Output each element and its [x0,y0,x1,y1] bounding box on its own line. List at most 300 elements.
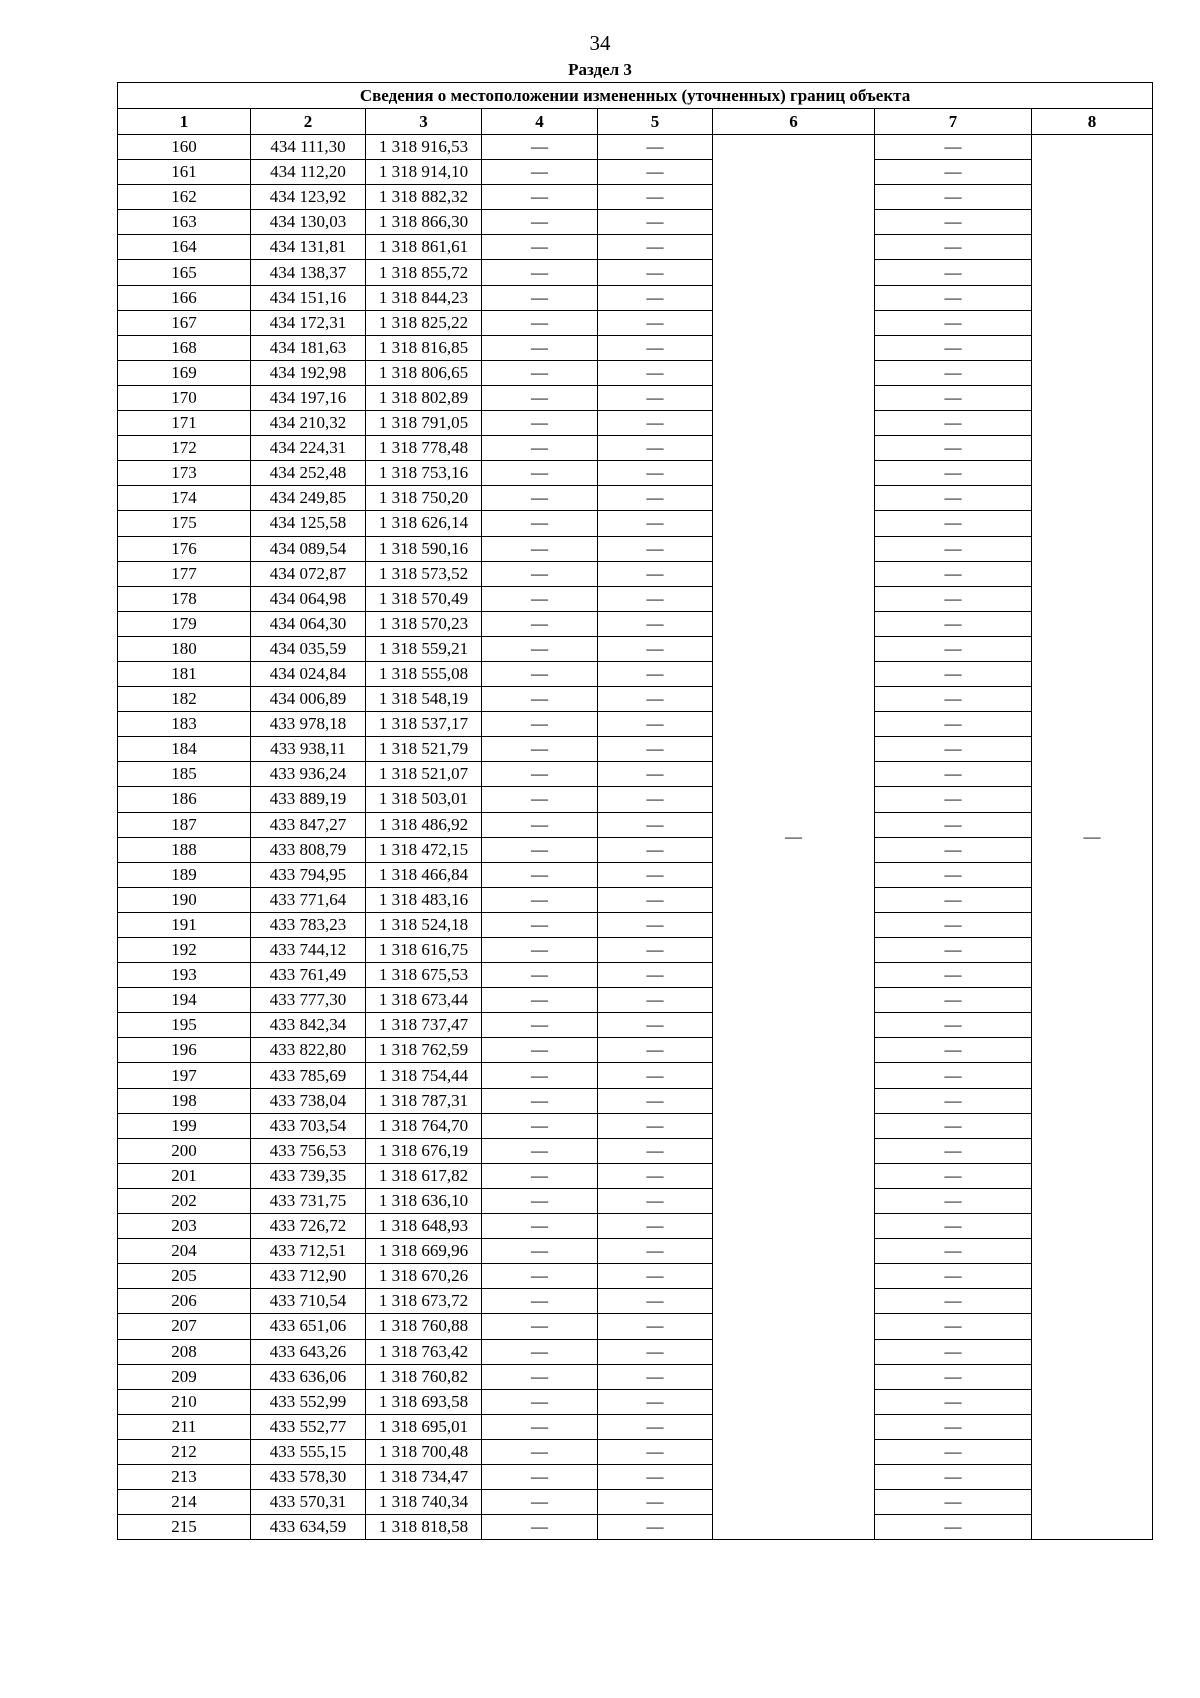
column-5-cell: — [598,1038,713,1063]
x-coordinate-cell: 433 783,23 [251,912,366,937]
point-number-cell: 212 [118,1439,251,1464]
column-7-cell: — [875,1214,1032,1239]
point-number-cell: 207 [118,1314,251,1339]
point-number-cell: 198 [118,1088,251,1113]
column-4-cell: — [482,1163,598,1188]
y-coordinate-cell: 1 318 483,16 [366,887,482,912]
table-row [118,712,1153,737]
point-number-cell: 191 [118,912,251,937]
y-coordinate-cell: 1 318 573,52 [366,561,482,586]
column-7-cell: — [875,586,1032,611]
table-row [118,837,1153,862]
column-4-cell: — [482,687,598,712]
y-coordinate-cell: 1 318 734,47 [366,1464,482,1489]
column-5-cell: — [598,1389,713,1414]
column-7-cell: — [875,411,1032,436]
y-coordinate-cell: 1 318 555,08 [366,661,482,686]
column-header: 2 [251,109,366,135]
column-4-cell: — [482,461,598,486]
column-4-cell: — [482,636,598,661]
point-number-cell: 164 [118,235,251,260]
y-coordinate-cell: 1 318 486,92 [366,812,482,837]
table-row [118,436,1153,461]
column-7-cell: — [875,1088,1032,1113]
y-coordinate-cell: 1 318 762,59 [366,1038,482,1063]
point-number-cell: 209 [118,1364,251,1389]
x-coordinate-cell: 434 112,20 [251,160,366,185]
table-row [118,1389,1153,1414]
y-coordinate-cell: 1 318 675,53 [366,963,482,988]
x-coordinate-cell: 433 636,06 [251,1364,366,1389]
x-coordinate-cell: 434 123,92 [251,185,366,210]
table-row [118,787,1153,812]
table-row [118,812,1153,837]
column-5-cell: — [598,812,713,837]
x-coordinate-cell: 433 712,90 [251,1264,366,1289]
column-7-cell: — [875,963,1032,988]
point-number-cell: 160 [118,135,251,160]
column-4-cell: — [482,963,598,988]
column-4-cell: — [482,310,598,335]
y-coordinate-cell: 1 318 676,19 [366,1138,482,1163]
x-coordinate-cell: 434 111,30 [251,135,366,160]
column-5-cell: — [598,837,713,862]
x-coordinate-cell: 433 808,79 [251,837,366,862]
column-4-cell: — [482,1515,598,1540]
column-5-cell: — [598,1289,713,1314]
column-4-cell: — [482,862,598,887]
point-number-cell: 189 [118,862,251,887]
column-4-cell: — [482,185,598,210]
x-coordinate-cell: 433 703,54 [251,1113,366,1138]
point-number-cell: 184 [118,737,251,762]
x-coordinate-cell: 433 771,64 [251,887,366,912]
column-4-cell: — [482,1464,598,1489]
column-7-cell: — [875,1339,1032,1364]
table-row [118,737,1153,762]
column-4-cell: — [482,812,598,837]
table-row [118,687,1153,712]
point-number-cell: 192 [118,938,251,963]
y-coordinate-cell: 1 318 669,96 [366,1239,482,1264]
column-7-cell: — [875,1490,1032,1515]
column-7-cell: — [875,285,1032,310]
column-5-cell: — [598,1339,713,1364]
column-7-cell: — [875,1138,1032,1163]
column-7-cell: — [875,536,1032,561]
column-5-cell: — [598,461,713,486]
x-coordinate-cell: 434 252,48 [251,461,366,486]
column-5-cell: — [598,335,713,360]
y-coordinate-cell: 1 318 764,70 [366,1113,482,1138]
column-4-cell: — [482,511,598,536]
column-4-cell: — [482,160,598,185]
column-4-cell: — [482,887,598,912]
point-number-cell: 161 [118,160,251,185]
x-coordinate-cell: 433 744,12 [251,938,366,963]
x-coordinate-cell: 433 761,49 [251,963,366,988]
x-coordinate-cell: 433 777,30 [251,988,366,1013]
table-row [118,661,1153,686]
point-number-cell: 183 [118,712,251,737]
column-4-cell: — [482,1414,598,1439]
table-row [118,762,1153,787]
y-coordinate-cell: 1 318 760,88 [366,1314,482,1339]
column-5-cell: — [598,1063,713,1088]
y-coordinate-cell: 1 318 787,31 [366,1088,482,1113]
point-number-cell: 187 [118,812,251,837]
point-number-cell: 193 [118,963,251,988]
y-coordinate-cell: 1 318 570,49 [366,586,482,611]
y-coordinate-cell: 1 318 700,48 [366,1439,482,1464]
x-coordinate-cell: 433 555,15 [251,1439,366,1464]
column-7-cell: — [875,1188,1032,1213]
column-5-cell: — [598,687,713,712]
x-coordinate-cell: 434 035,59 [251,636,366,661]
point-number-cell: 176 [118,536,251,561]
point-number-cell: 167 [118,310,251,335]
column-6-merged-cell: — [713,135,875,1540]
column-4-cell: — [482,1063,598,1088]
table-row [118,561,1153,586]
column-4-cell: — [482,1439,598,1464]
column-5-cell: — [598,1264,713,1289]
y-coordinate-cell: 1 318 882,32 [366,185,482,210]
column-5-cell: — [598,486,713,511]
x-coordinate-cell: 433 710,54 [251,1289,366,1314]
table-row [118,210,1153,235]
y-coordinate-cell: 1 318 750,20 [366,486,482,511]
table-row [118,411,1153,436]
x-coordinate-cell: 433 978,18 [251,712,366,737]
point-number-cell: 205 [118,1264,251,1289]
column-7-cell: — [875,636,1032,661]
column-7-cell: — [875,335,1032,360]
column-5-cell: — [598,436,713,461]
point-number-cell: 172 [118,436,251,461]
column-5-cell: — [598,1515,713,1540]
point-number-cell: 181 [118,661,251,686]
table-row [118,310,1153,335]
column-4-cell: — [482,260,598,285]
point-number-cell: 200 [118,1138,251,1163]
column-5-cell: — [598,862,713,887]
column-7-cell: — [875,461,1032,486]
column-4-cell: — [482,1364,598,1389]
column-7-cell: — [875,1439,1032,1464]
x-coordinate-cell: 434 181,63 [251,335,366,360]
column-7-cell: — [875,360,1032,385]
column-7-cell: — [875,1013,1032,1038]
y-coordinate-cell: 1 318 548,19 [366,687,482,712]
table-row [118,461,1153,486]
x-coordinate-cell: 434 130,03 [251,210,366,235]
column-7-cell: — [875,661,1032,686]
column-4-cell: — [482,661,598,686]
column-7-cell: — [875,1239,1032,1264]
point-number-cell: 199 [118,1113,251,1138]
column-5-cell: — [598,160,713,185]
column-7-cell: — [875,436,1032,461]
x-coordinate-cell: 434 131,81 [251,235,366,260]
column-4-cell: — [482,1088,598,1113]
x-coordinate-cell: 433 578,30 [251,1464,366,1489]
column-5-cell: — [598,310,713,335]
column-4-cell: — [482,210,598,235]
point-number-cell: 210 [118,1389,251,1414]
column-5-cell: — [598,536,713,561]
y-coordinate-cell: 1 318 778,48 [366,436,482,461]
table-row [118,335,1153,360]
point-number-cell: 215 [118,1515,251,1540]
x-coordinate-cell: 433 738,04 [251,1088,366,1113]
x-coordinate-cell: 434 192,98 [251,360,366,385]
table-row [118,1464,1153,1489]
column-4-cell: — [482,285,598,310]
x-coordinate-cell: 434 072,87 [251,561,366,586]
x-coordinate-cell: 433 634,59 [251,1515,366,1540]
column-4-cell: — [482,385,598,410]
table-row [118,586,1153,611]
column-7-cell: — [875,988,1032,1013]
column-5-cell: — [598,561,713,586]
table-row [118,385,1153,410]
column-7-cell: — [875,837,1032,862]
column-5-cell: — [598,1464,713,1489]
column-header: 8 [1032,109,1153,135]
column-5-cell: — [598,712,713,737]
table-row [118,1013,1153,1038]
column-8-merged-cell: — [1032,135,1153,1540]
column-5-cell: — [598,1439,713,1464]
column-7-cell: — [875,1113,1032,1138]
column-7-cell: — [875,912,1032,937]
column-4-cell: — [482,586,598,611]
column-4-cell: — [482,1339,598,1364]
column-4-cell: — [482,1389,598,1414]
y-coordinate-cell: 1 318 802,89 [366,385,482,410]
table-row [118,1113,1153,1138]
point-number-cell: 186 [118,787,251,812]
column-5-cell: — [598,611,713,636]
point-number-cell: 194 [118,988,251,1013]
column-7-cell: — [875,1038,1032,1063]
column-7-cell: — [875,1063,1032,1088]
point-number-cell: 188 [118,837,251,862]
column-7-cell: — [875,561,1032,586]
y-coordinate-cell: 1 318 472,15 [366,837,482,862]
column-4-cell: — [482,1138,598,1163]
x-coordinate-cell: 434 064,98 [251,586,366,611]
y-coordinate-cell: 1 318 855,72 [366,260,482,285]
column-5-cell: — [598,1013,713,1038]
column-7-cell: — [875,687,1032,712]
column-5-cell: — [598,1414,713,1439]
table-row [118,1138,1153,1163]
table-row [118,1063,1153,1088]
point-number-cell: 169 [118,360,251,385]
column-4-cell: — [482,1289,598,1314]
point-number-cell: 180 [118,636,251,661]
y-coordinate-cell: 1 318 616,75 [366,938,482,963]
point-number-cell: 166 [118,285,251,310]
column-5-cell: — [598,737,713,762]
point-number-cell: 179 [118,611,251,636]
x-coordinate-cell: 434 172,31 [251,310,366,335]
y-coordinate-cell: 1 318 503,01 [366,787,482,812]
y-coordinate-cell: 1 318 791,05 [366,411,482,436]
column-4-cell: — [482,536,598,561]
column-5-cell: — [598,1113,713,1138]
x-coordinate-cell: 434 249,85 [251,486,366,511]
point-number-cell: 208 [118,1339,251,1364]
table-row [118,135,1153,160]
column-4-cell: — [482,335,598,360]
table-row [118,862,1153,887]
column-4-cell: — [482,1038,598,1063]
y-coordinate-cell: 1 318 648,93 [366,1214,482,1239]
column-5-cell: — [598,185,713,210]
column-5-cell: — [598,636,713,661]
column-5-cell: — [598,1138,713,1163]
y-coordinate-cell: 1 318 916,53 [366,135,482,160]
point-number-cell: 171 [118,411,251,436]
x-coordinate-cell: 434 006,89 [251,687,366,712]
y-coordinate-cell: 1 318 559,21 [366,636,482,661]
point-number-cell: 201 [118,1163,251,1188]
table-row [118,1289,1153,1314]
x-coordinate-cell: 434 125,58 [251,511,366,536]
column-4-cell: — [482,360,598,385]
column-7-cell: — [875,1364,1032,1389]
point-number-cell: 170 [118,385,251,410]
point-number-cell: 168 [118,335,251,360]
column-5-cell: — [598,963,713,988]
table-row [118,963,1153,988]
x-coordinate-cell: 434 024,84 [251,661,366,686]
x-coordinate-cell: 433 739,35 [251,1163,366,1188]
point-number-cell: 214 [118,1490,251,1515]
x-coordinate-cell: 433 936,24 [251,762,366,787]
column-4-cell: — [482,1188,598,1213]
section-title: Раздел 3 [568,60,632,79]
x-coordinate-cell: 433 794,95 [251,862,366,887]
x-coordinate-cell: 433 847,27 [251,812,366,837]
y-coordinate-cell: 1 318 626,14 [366,511,482,536]
y-coordinate-cell: 1 318 673,72 [366,1289,482,1314]
y-coordinate-cell: 1 318 670,26 [366,1264,482,1289]
x-coordinate-cell: 433 552,77 [251,1414,366,1439]
column-4-cell: — [482,135,598,160]
table-row [118,486,1153,511]
column-4-cell: — [482,762,598,787]
x-coordinate-cell: 433 756,53 [251,1138,366,1163]
table-row [118,938,1153,963]
column-7-cell: — [875,160,1032,185]
y-coordinate-cell: 1 318 521,07 [366,762,482,787]
column-7-cell: — [875,1314,1032,1339]
column-5-cell: — [598,385,713,410]
y-coordinate-cell: 1 318 695,01 [366,1414,482,1439]
column-7-cell: — [875,260,1032,285]
x-coordinate-cell: 433 842,34 [251,1013,366,1038]
y-coordinate-cell: 1 318 844,23 [366,285,482,310]
column-5-cell: — [598,787,713,812]
column-4-cell: — [482,411,598,436]
table-row [118,1163,1153,1188]
point-number-cell: 203 [118,1214,251,1239]
column-7-cell: — [875,235,1032,260]
column-4-cell: — [482,938,598,963]
y-coordinate-cell: 1 318 466,84 [366,862,482,887]
point-number-cell: 173 [118,461,251,486]
column-5-cell: — [598,210,713,235]
column-header: 6 [713,109,875,135]
column-5-cell: — [598,1364,713,1389]
y-coordinate-cell: 1 318 740,34 [366,1490,482,1515]
column-7-cell: — [875,762,1032,787]
table-row [118,1038,1153,1063]
column-7-cell: — [875,185,1032,210]
table-row [118,636,1153,661]
table-row [118,235,1153,260]
x-coordinate-cell: 434 224,31 [251,436,366,461]
table-body [118,135,1153,1540]
column-7-cell: — [875,787,1032,812]
column-4-cell: — [482,737,598,762]
point-number-cell: 196 [118,1038,251,1063]
page-number: 34 [589,31,611,55]
y-coordinate-cell: 1 318 673,44 [366,988,482,1013]
table-row [118,1239,1153,1264]
point-number-cell: 190 [118,887,251,912]
point-number-cell: 174 [118,486,251,511]
y-coordinate-cell: 1 318 537,17 [366,712,482,737]
column-5-cell: — [598,1188,713,1213]
y-coordinate-cell: 1 318 760,82 [366,1364,482,1389]
x-coordinate-cell: 433 726,72 [251,1214,366,1239]
table-row [118,1515,1153,1540]
x-coordinate-cell: 433 822,80 [251,1038,366,1063]
column-5-cell: — [598,411,713,436]
x-coordinate-cell: 433 643,26 [251,1339,366,1364]
column-5-cell: — [598,1239,713,1264]
table-row [118,912,1153,937]
y-coordinate-cell: 1 318 617,82 [366,1163,482,1188]
y-coordinate-cell: 1 318 570,23 [366,611,482,636]
boundary-coordinates-table [117,82,1153,1540]
column-7-cell: — [875,210,1032,235]
column-header: 5 [598,109,713,135]
column-4-cell: — [482,561,598,586]
column-5-cell: — [598,360,713,385]
column-5-cell: — [598,235,713,260]
column-7-cell: — [875,1414,1032,1439]
column-4-cell: — [482,988,598,1013]
column-4-cell: — [482,1490,598,1515]
point-number-cell: 211 [118,1414,251,1439]
x-coordinate-cell: 433 712,51 [251,1239,366,1264]
y-coordinate-cell: 1 318 636,10 [366,1188,482,1213]
column-header-row [118,109,1153,135]
column-4-cell: — [482,1239,598,1264]
column-4-cell: — [482,787,598,812]
point-number-cell: 204 [118,1239,251,1264]
column-4-cell: — [482,712,598,737]
table-row [118,185,1153,210]
column-4-cell: — [482,436,598,461]
column-4-cell: — [482,1113,598,1138]
